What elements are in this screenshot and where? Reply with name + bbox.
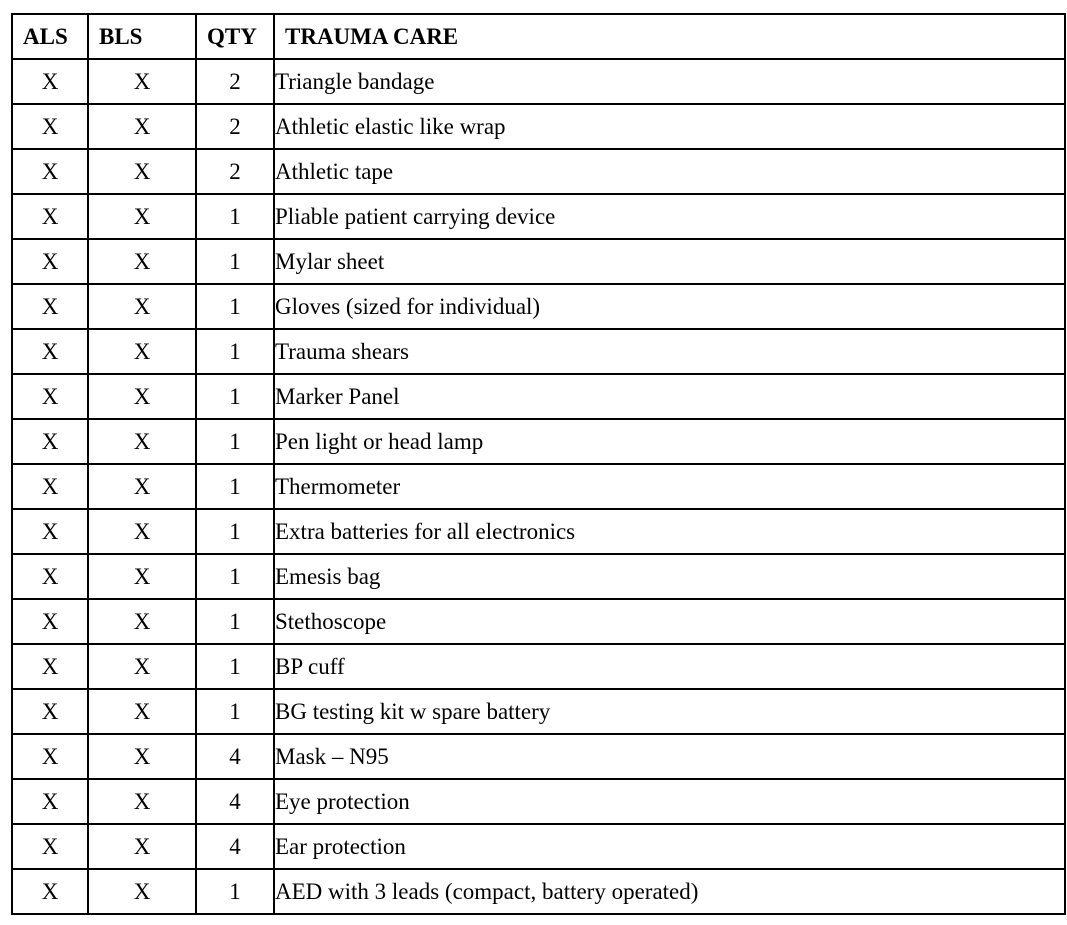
bls-cell: X [88,869,196,914]
bls-cell: X [88,284,196,329]
bls-cell: X [88,824,196,869]
item-cell: Eye protection [274,779,1065,824]
qty-cell: 1 [196,554,274,599]
bls-cell: X [88,734,196,779]
als-cell: X [12,599,88,644]
item-cell: Trauma shears [274,329,1065,374]
qty-cell: 4 [196,824,274,869]
qty-cell: 1 [196,464,274,509]
bls-cell: X [88,554,196,599]
als-cell: X [12,824,88,869]
qty-cell: 1 [196,869,274,914]
item-cell: Ear protection [274,824,1065,869]
table-row [12,194,1065,239]
bls-cell: X [88,599,196,644]
item-cell: Mask – N95 [274,734,1065,779]
qty-cell: 2 [196,149,274,194]
qty-cell: 1 [196,194,274,239]
qty-cell: 1 [196,689,274,734]
table-row [12,284,1065,329]
bls-cell: X [88,419,196,464]
table-row [12,329,1065,374]
qty-cell: 2 [196,59,274,104]
item-cell: Pen light or head lamp [274,419,1065,464]
table-row [12,239,1065,284]
als-cell: X [12,689,88,734]
item-cell: BP cuff [274,644,1065,689]
item-cell: Stethoscope [274,599,1065,644]
table-header [12,14,1065,59]
qty-cell: 1 [196,374,274,419]
als-cell: X [12,59,88,104]
item-cell: Thermometer [274,464,1065,509]
bls-cell: X [88,104,196,149]
item-cell: Emesis bag [274,554,1065,599]
item-cell: Triangle bandage [274,59,1065,104]
item-cell: BG testing kit w spare battery [274,689,1065,734]
bls-cell: X [88,149,196,194]
bls-cell: X [88,194,196,239]
qty-cell: 1 [196,329,274,374]
qty-cell: 1 [196,599,274,644]
als-cell: X [12,374,88,419]
als-cell: X [12,149,88,194]
table-row [12,554,1065,599]
als-cell: X [12,194,88,239]
table-row [12,689,1065,734]
bls-cell: X [88,689,196,734]
table-row [12,419,1065,464]
als-cell: X [12,509,88,554]
qty-cell: 4 [196,734,274,779]
item-cell: Athletic tape [274,149,1065,194]
qty-cell: 1 [196,239,274,284]
item-cell: AED with 3 leads (compact, battery operated) [274,869,1065,914]
header-als: ALS [12,14,88,59]
als-cell: X [12,239,88,284]
als-cell: X [12,779,88,824]
als-cell: X [12,644,88,689]
table-row [12,644,1065,689]
table-row [12,59,1065,104]
bls-cell: X [88,644,196,689]
item-cell: Mylar sheet [274,239,1065,284]
bls-cell: X [88,59,196,104]
als-cell: X [12,284,88,329]
table-row [12,869,1065,914]
bls-cell: X [88,239,196,284]
table-row [12,824,1065,869]
qty-cell: 1 [196,644,274,689]
item-cell: Pliable patient carrying device [274,194,1065,239]
trauma-care-equipment-table [11,13,1066,915]
qty-cell: 1 [196,509,274,554]
item-cell: Extra batteries for all electronics [274,509,1065,554]
qty-cell: 1 [196,284,274,329]
table-row [12,104,1065,149]
als-cell: X [12,554,88,599]
item-cell: Gloves (sized for individual) [274,284,1065,329]
item-cell: Athletic elastic like wrap [274,104,1065,149]
header-trauma-care: TRAUMA CARE [274,14,1065,59]
table-body [12,59,1065,914]
table-row [12,149,1065,194]
bls-cell: X [88,374,196,419]
als-cell: X [12,329,88,374]
als-cell: X [12,464,88,509]
item-cell: Marker Panel [274,374,1065,419]
header-qty: QTY [196,14,274,59]
table-row [12,779,1065,824]
qty-cell: 2 [196,104,274,149]
qty-cell: 1 [196,419,274,464]
header-bls: BLS [88,14,196,59]
table-row [12,599,1065,644]
table-row [12,509,1065,554]
qty-cell: 4 [196,779,274,824]
bls-cell: X [88,329,196,374]
table-row [12,374,1065,419]
header-row [12,14,1065,59]
als-cell: X [12,869,88,914]
bls-cell: X [88,779,196,824]
bls-cell: X [88,464,196,509]
bls-cell: X [88,509,196,554]
table-row [12,734,1065,779]
table-row [12,464,1065,509]
als-cell: X [12,104,88,149]
als-cell: X [12,419,88,464]
als-cell: X [12,734,88,779]
